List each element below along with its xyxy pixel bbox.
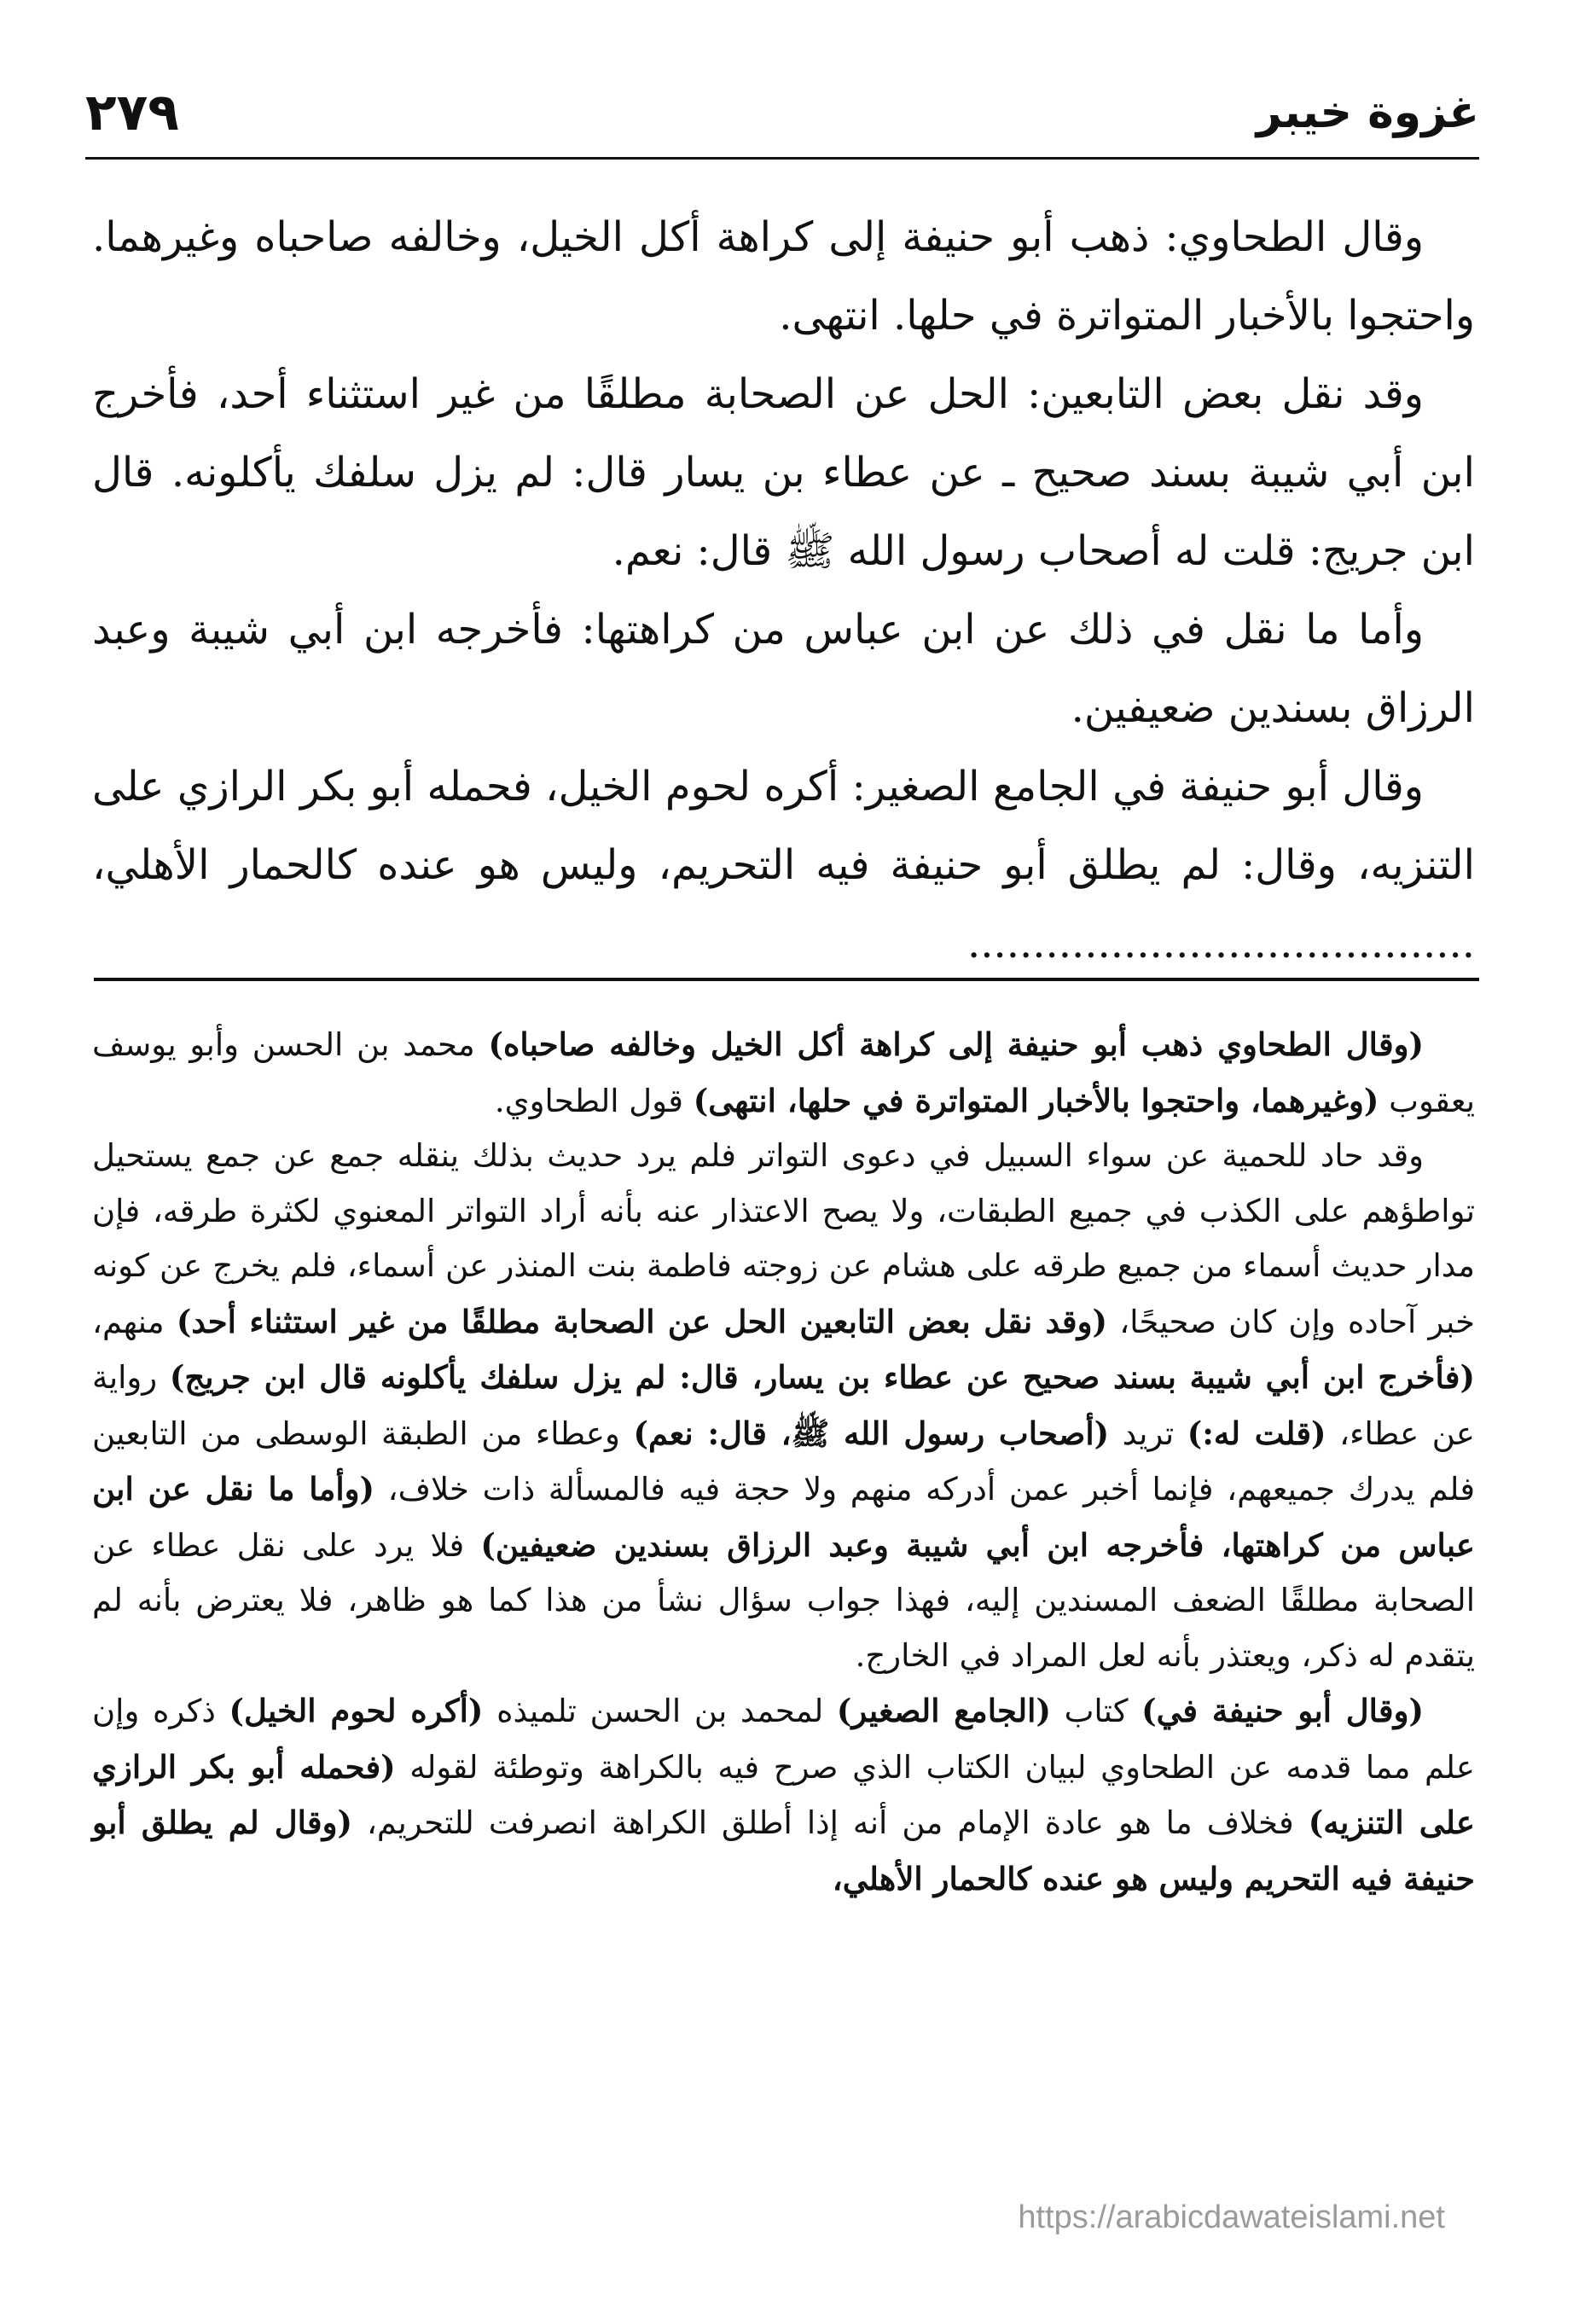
gloss-text: رواية عن عطاء، xyxy=(92,1359,1475,1452)
quoted-text: (أصحاب رسول الله ﷺ، قال: نعم) xyxy=(633,1414,1110,1452)
header-rule xyxy=(85,157,1479,160)
quoted-text: (وأما ما نقل عن ابن عباس من كراهتها، فأخرجه ابن أبي شيبة وعبد الرزاق بسندين ضعيفين) xyxy=(92,1470,1475,1564)
main-text xyxy=(92,198,1475,983)
quoted-text: (أكره لحوم الخيل) xyxy=(229,1692,484,1729)
quoted-text: (وغيرهما، واحتجوا بالأخبار المتواترة في حلها، انتهى) xyxy=(693,1081,1379,1119)
quoted-text: (وقال الطحاوي ذهب أبو حنيفة إلى كراهة أكل الخيل وخالفه صاحباه) xyxy=(488,1025,1425,1063)
quoted-text: (فأخرج ابن أبي شيبة بسند صحيح عن عطاء بن يسار، قال: لم يزل سلفك يأكلونه قال ابن جريج) xyxy=(169,1358,1475,1396)
main-paragraph-3: وأما ما نقل في ذلك عن ابن عباس من كراهتها: فأخرجه ابن أبي شيبة وعبد الرزاق بسندين ضعيفين. xyxy=(92,606,1475,732)
gloss-text: قول الطحاوي. xyxy=(494,1082,694,1119)
commentary xyxy=(92,1017,1475,1907)
gloss-text: منهم، xyxy=(92,1303,177,1340)
main-paragraph-4: وقال أبو حنيفة في الجامع الصغير: أكره لحوم الخيل، فحمله أبو بكر الرازي على التنزيه، وقال: لم يطلق أبو حنيفة فيه التحريم، وليس هو عنده كالحمار الأهلي، ....................................... xyxy=(92,763,1475,967)
page-number: ٢٧٩ xyxy=(85,83,179,142)
page-header xyxy=(85,78,1479,147)
running-title: غزوة خيبر xyxy=(1256,87,1479,138)
gloss-text: محمد بن الحسن وأبو يوسف يعقوب xyxy=(92,1026,1475,1119)
footnote-divider xyxy=(94,978,1479,981)
gloss-text: فلا يرد على نقل عطاء عن الصحابة مطلقًا الضعف المسندين إليه، فهذا جواب سؤال نشأ من هذا كما هو ظاهر، فلا يعترض بأنه لم يتقدم له ذكر، ويعتذر بأنه لعل المراد في الخارج. xyxy=(92,1526,1475,1674)
gloss-text: لمحمد بن الحسن تلميذه xyxy=(483,1693,837,1729)
quoted-text: (وقد نقل بعض التابعين الحل عن الصحابة مطلقًا من غير استثناء أحد) xyxy=(176,1302,1107,1340)
quoted-text: (وقال لم يطلق أبو حنيفة فيه التحريم وليس هو عنده كالحمار الأهلي، xyxy=(92,1804,1475,1897)
quoted-text: (قلت له:) xyxy=(1187,1414,1326,1452)
gloss-text: وقد حاد للحمية عن سواء السبيل في دعوى التواتر فلم يرد حديث بذلك ينقله جمع عن جمع يستحيل تواطؤهم على الكذب في جميع الطبقات، ولا يصح الاعتذار عنه بأنه أراد التواتر المعنوي لكثرة طرقه، فإن مدار حديث أسماء من جميع طرقه على هشام عن زوجته فاطمة بنت المنذر عن أسماء، فلم يخرج عن كونه خبر آحاده وإن كان صحيحًا، xyxy=(92,1137,1475,1340)
commentary-paragraph-1 xyxy=(92,1017,1475,1129)
main-paragraph-1: وقال الطحاوي: ذهب أبو حنيفة إلى كراهة أكل الخيل، وخالفه صاحباه وغيرهما. واحتجوا بالأخبار المتواترة في حلها. انتهى. xyxy=(92,213,1475,340)
gloss-text: تريد xyxy=(1109,1415,1187,1452)
gloss-text: وعطاء من الطبقة الوسطى من التابعين فلم يدرك جميعهم، فإنما أخبر عمن أدركه منهم ولا حجة فيه فالمسألة ذات خلاف، xyxy=(92,1415,1476,1508)
source-watermark: https://arabicdawateislami.net xyxy=(1018,2199,1445,2235)
quoted-text: (وقال أبو حنيفة في) xyxy=(1141,1692,1424,1729)
commentary-paragraph-3 xyxy=(92,1683,1475,1907)
quoted-text: (فحمله أبو بكر الرازي على التنزيه) xyxy=(92,1747,1475,1841)
gloss-text: ذكره وإن علم مما قدمه عن الطحاوي لبيان الكتاب الذي صرح فيه بالكراهة وتوطئة لقوله xyxy=(92,1693,1475,1786)
gloss-text: كتاب xyxy=(1050,1693,1142,1729)
gloss-text: فخلاف ما هو عادة الإمام من أنه إذا أطلق الكراهة انصرفت للتحريم، xyxy=(351,1804,1309,1841)
quoted-text: (الجامع الصغير) xyxy=(836,1692,1051,1729)
commentary-paragraph-2 xyxy=(92,1129,1475,1683)
main-paragraph-2: وقد نقل بعض التابعين: الحل عن الصحابة مطلقًا من غير استثناء أحد، فأخرج ابن أبي شيبة بسند صحيح ـ عن عطاء بن يسار قال: لم يزل سلفك يأكلونه. قال ابن جريج: قلت له أصحاب رسول الله ﷺ قال: نعم. xyxy=(92,370,1475,575)
